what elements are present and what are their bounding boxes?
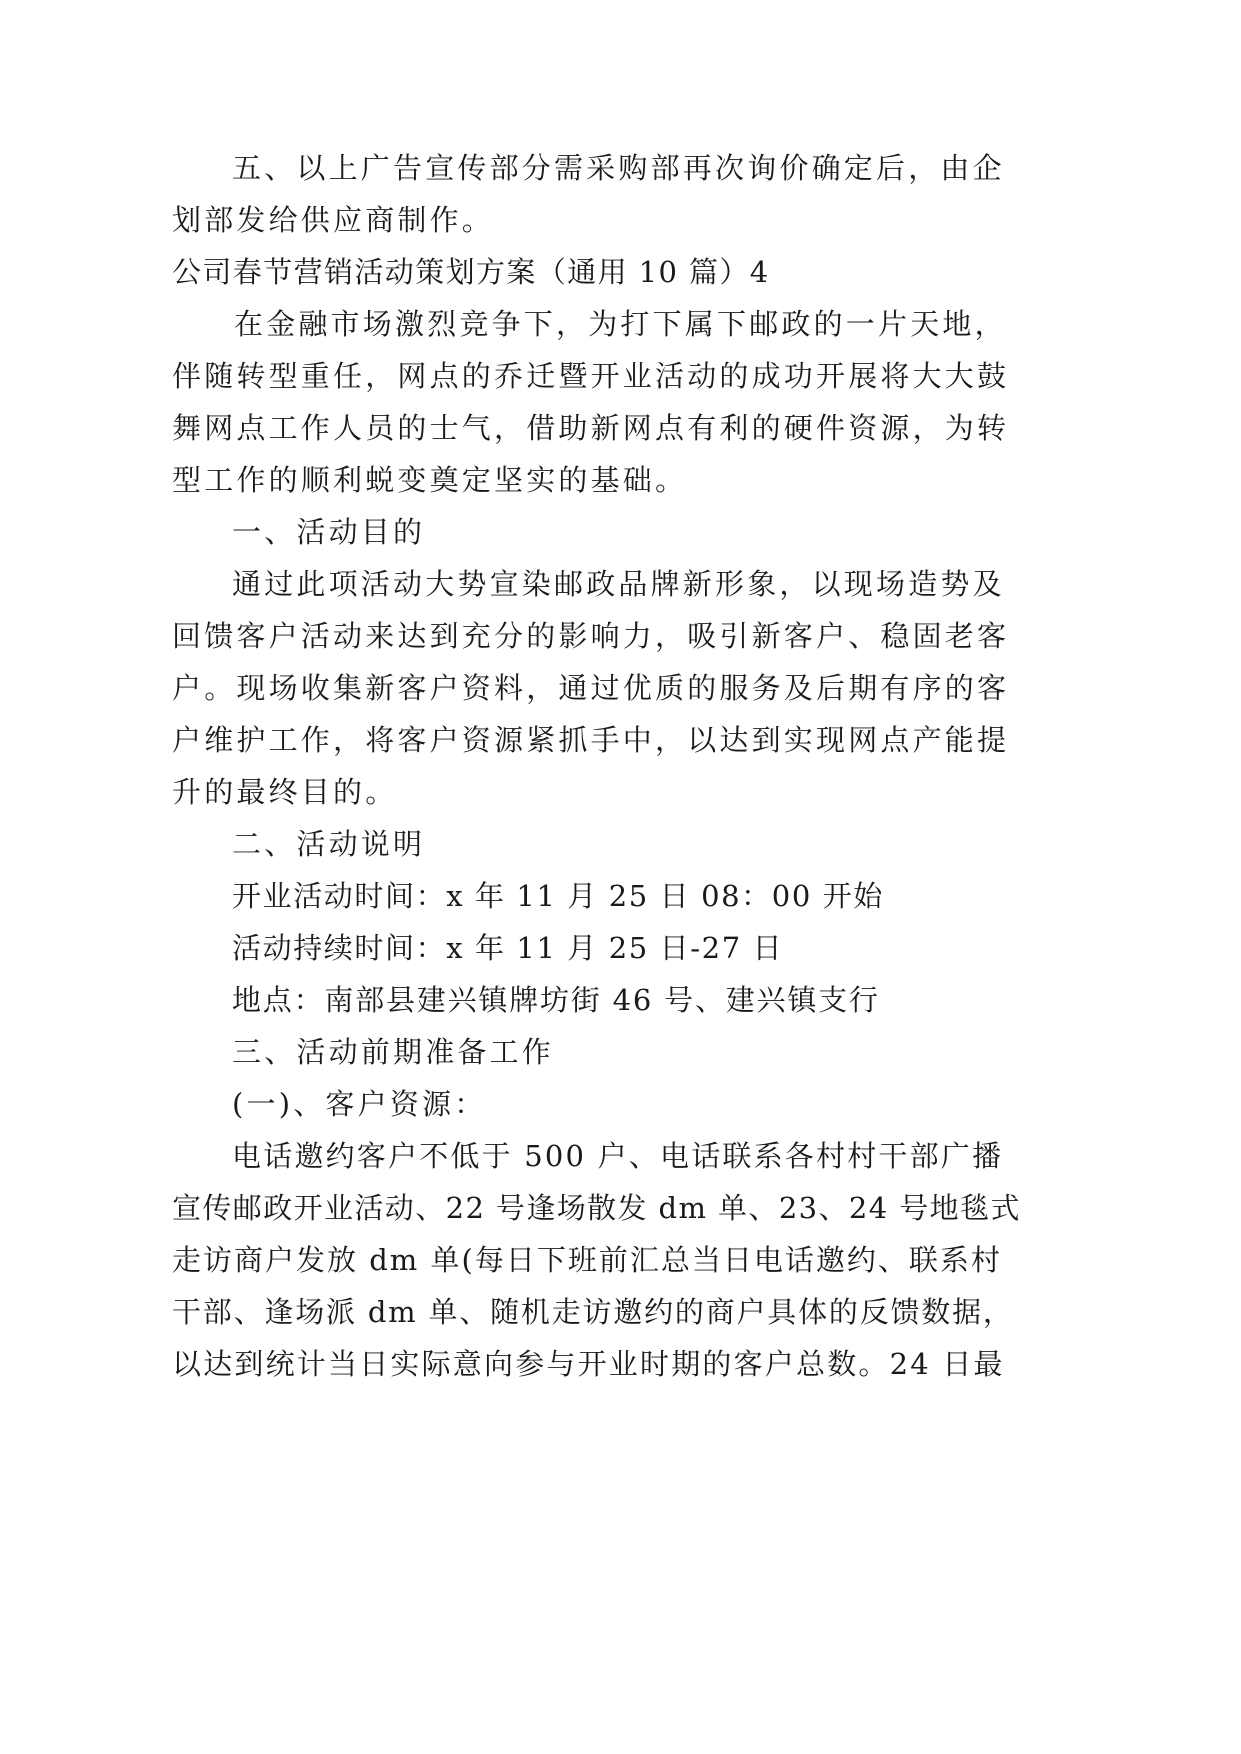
intro-line-4: 型工作的顺利蜕变奠定坚实的基础。	[172, 463, 688, 497]
resources-line-3: 走访商户发放 dm 单(每日下班前汇总当日电话邀约、联系村	[172, 1243, 1002, 1277]
resources-line-4: 干部、逢场派 dm 单、随机走访邀约的商户具体的反馈数据，	[172, 1295, 1014, 1329]
purpose-line-5: 升的最终目的。	[172, 775, 398, 809]
opening-time: 开业活动时间：x 年 11 月 25 日 08：00 开始	[232, 879, 884, 913]
purpose-line-1: 通过此项活动大势宣染邮政品牌新形象，以现场造势及	[232, 567, 1005, 601]
resources-line-5: 以达到统计当日实际意向参与开业时期的客户总数。24 日最	[172, 1347, 1005, 1381]
intro-line-3: 舞网点工作人员的士气，借助新网点有利的硬件资源，为转	[172, 411, 1010, 445]
intro-line-2: 伴随转型重任，网点的乔迁暨开业活动的成功开展将大大鼓	[172, 359, 1010, 393]
duration: 活动持续时间：x 年 11 月 25 日-27 日	[232, 931, 784, 965]
heading-preparation: 三、活动前期准备工作	[232, 1035, 555, 1069]
paragraph-5-line-2: 划部发给供应商制作。	[172, 203, 495, 237]
purpose-line-2: 回馈客户活动来达到充分的影响力，吸引新客户、稳固老客	[172, 619, 1010, 653]
section-title: 公司春节营销活动策划方案（通用 10 篇）4	[172, 255, 770, 289]
resources-line-2: 宣传邮政开业活动、22 号逢场散发 dm 单、23、24 号地毯式	[172, 1191, 1021, 1225]
purpose-line-3: 户。现场收集新客户资料，通过优质的服务及后期有序的客	[172, 671, 1010, 705]
heading-purpose: 一、活动目的	[232, 515, 426, 549]
purpose-line-4: 户维护工作，将客户资源紧抓手中，以达到实现网点产能提	[172, 723, 1010, 757]
paragraph-5-line-1: 五、以上广告宣传部分需采购部再次询价确定后，由企	[232, 151, 1005, 185]
resources-line-1: 电话邀约客户不低于 500 户、电话联系各村村干部广播	[232, 1139, 1004, 1173]
intro-line-1: 在金融市场激烈竞争下，为打下属下邮政的一片天地，	[234, 307, 1007, 341]
location: 地点：南部县建兴镇牌坊街 46 号、建兴镇支行	[232, 983, 880, 1017]
heading-description: 二、活动说明	[232, 827, 426, 861]
subheading-customer-resources: (一)、客户资源：	[232, 1087, 487, 1121]
